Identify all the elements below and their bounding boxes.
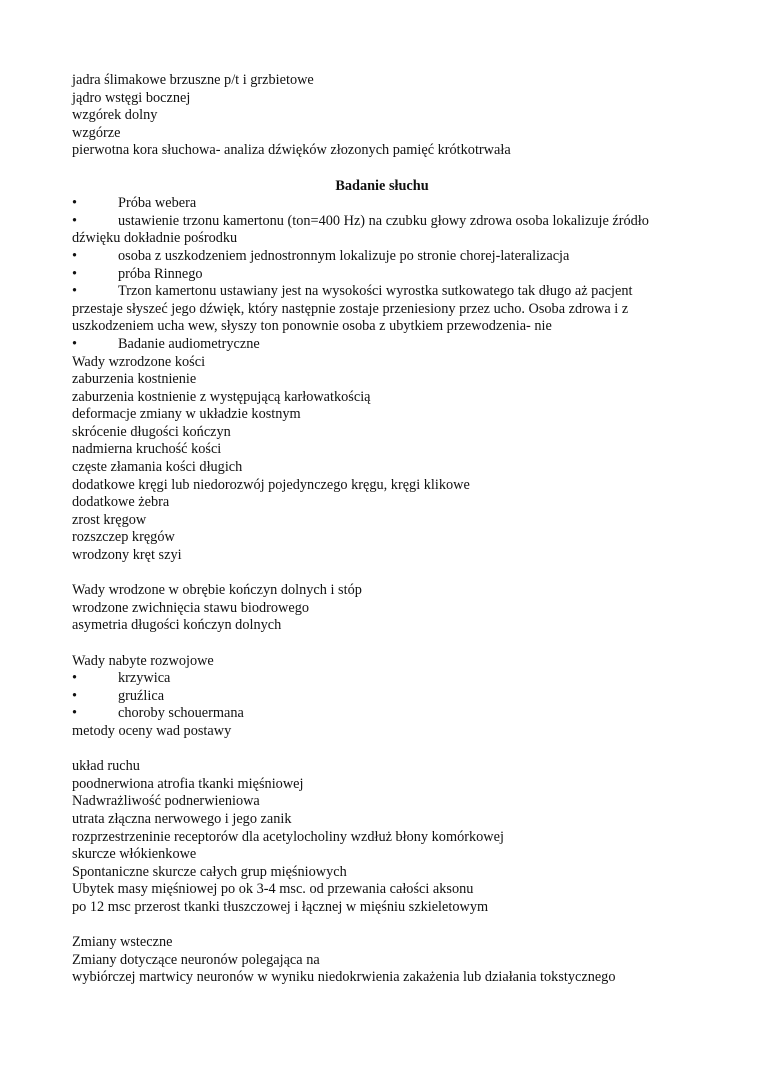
text-line: Wady wrodzone w obrębie kończyn dolnych i stóp	[72, 582, 362, 599]
bullet-item	[72, 283, 692, 301]
text-line: utrata złączna nerwowego i jego zanik	[72, 810, 292, 827]
bullet-item	[72, 213, 692, 231]
bullet-continuation: uszkodzeniem ucha wew, słyszy ton ponownie osoba z ubytkiem przewodzenia- nie	[72, 318, 552, 335]
bullet-text: choroby schouermana	[118, 705, 244, 722]
text-line: dodatkowe kręgi lub niedorozwój pojedynczego kręgu, kręgi klikowe	[72, 476, 470, 493]
bullet-icon: •	[72, 705, 78, 722]
text-line: rozprzestrzeninie receptorów dla acetylocholiny wzdłuż błony komórkowej	[72, 828, 504, 845]
text-line: zaburzenia kostnienie	[72, 371, 197, 388]
text-line: wrodzony kręt szyi	[72, 547, 182, 564]
bullet-icon: •	[72, 687, 78, 704]
text-line: jądro wstęgi bocznej	[72, 89, 191, 106]
bullet-item	[72, 266, 692, 284]
bullet-continuation: przestaje słyszeć jego dźwięk, który następnie zostaje przeniesiony przez ucho. Osoba zdrowa i z	[72, 300, 629, 317]
bullet-text: Próba webera	[118, 195, 197, 212]
text-line: wzgórze	[72, 124, 121, 141]
text-line: skurcze włókienkowe	[72, 846, 197, 863]
bullet-text: Badanie audiometryczne	[118, 335, 260, 352]
text-line: wybiórczej martwicy neuronów w wyniku niedokrwienia zakażenia lub działania tokstycznego	[72, 969, 616, 986]
text-line: Zmiany dotyczące neuronów polegająca na	[72, 951, 320, 968]
blank-line	[72, 741, 692, 759]
bullet-icon: •	[72, 247, 78, 264]
bullet-text: próba Rinnego	[118, 265, 203, 282]
bullet-text: krzywica	[118, 670, 171, 687]
text-line: dodatkowe żebra	[72, 494, 170, 511]
blank-line	[72, 917, 692, 935]
text-line: metody oceny wad postawy	[72, 722, 232, 739]
bullet-item	[72, 705, 692, 723]
text-line: Wady nabyte rozwojowe	[72, 652, 214, 669]
text-line: po 12 msc przerost tkanki tłuszczowej i łącznej w mięśniu szkieletowym	[72, 898, 489, 915]
bullet-icon: •	[72, 195, 78, 212]
text-line: Nadwrażliwość podnerwieniowa	[72, 793, 260, 810]
blank-line	[72, 635, 692, 653]
bullet-continuation: dźwięku dokładnie pośrodku	[72, 230, 238, 247]
text-line: jadra ślimakowe brzuszne p/t i grzbietowe	[72, 72, 314, 88]
text-line: pierwotna kora słuchowa- analiza dźwięków złozonych pamięć krótkotrwała	[72, 142, 511, 159]
bullet-text: gruźlica	[118, 687, 165, 704]
text-line: skrócenie długości kończyn	[72, 423, 231, 440]
bullet-item	[72, 195, 692, 213]
text-line: Spontaniczne skurcze całych grup mięśniowych	[72, 863, 347, 880]
text-line: asymetria długości kończyn dolnych	[72, 617, 282, 634]
blank-line	[72, 565, 692, 583]
bullet-text: Trzon kamertonu ustawiany jest na wysokości wyrostka sutkowatego tak długo aż pacjent	[118, 283, 633, 300]
bullet-item	[72, 670, 692, 688]
text-line: poodnerwiona atrofia tkanki mięśniowej	[72, 775, 304, 792]
bullet-item	[72, 688, 692, 706]
text-line: wrodzone zwichnięcia stawu biodrowego	[72, 599, 310, 616]
text-line: nadmierna kruchość kości	[72, 441, 222, 458]
bullet-icon: •	[72, 265, 78, 282]
text-line: deformacje zmiany w układzie kostnym	[72, 406, 301, 423]
text-line: Ubytek masy mięśniowej po ok 3-4 msc. od przewania całości aksonu	[72, 881, 474, 898]
bullet-icon: •	[72, 670, 78, 687]
text-line: Zmiany wsteczne	[72, 934, 173, 951]
bullet-icon: •	[72, 283, 78, 300]
bullet-item	[72, 336, 692, 354]
bullet-item	[72, 248, 692, 266]
text-line: Wady wzrodzone kości	[72, 353, 206, 370]
text-line: częste złamania kości długich	[72, 459, 243, 476]
blank-line	[72, 160, 692, 178]
bullet-text: ustawienie trzonu kamertonu (ton=400 Hz) na czubku głowy zdrowa osoba lokalizuje źródło	[118, 212, 649, 229]
text-line: zaburzenia kostnienie z występującą karłowatkością	[72, 388, 371, 405]
bullet-icon: •	[72, 335, 78, 352]
bullet-icon: •	[72, 212, 78, 229]
section-heading: Badanie słuchu	[335, 177, 429, 194]
document-body	[72, 72, 692, 987]
bullet-text: osoba z uszkodzeniem jednostronnym lokalizuje po stronie chorej-lateralizacja	[118, 247, 570, 264]
text-line: układ ruchu	[72, 758, 140, 775]
text-line: rozszczep kręgów	[72, 529, 175, 546]
text-line: zrost kręgow	[72, 511, 147, 528]
text-line: wzgórek dolny	[72, 107, 158, 124]
